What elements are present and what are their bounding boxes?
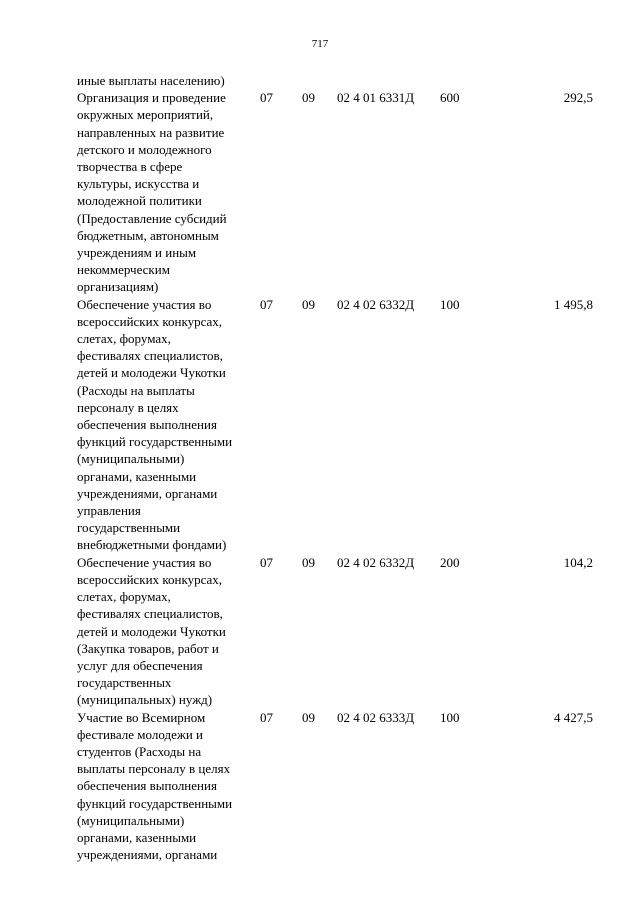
description-line: учреждениями, органами bbox=[77, 847, 218, 863]
description-line: молодежной политики bbox=[77, 193, 202, 209]
description-line: выплаты персоналу в целях bbox=[77, 761, 231, 777]
description-line: внебюджетными фондами) bbox=[77, 537, 227, 553]
description-line: слетах, форумах, bbox=[77, 589, 171, 605]
budget-table bbox=[0, 72, 640, 863]
description-line: детей и молодежи Чукотки bbox=[77, 623, 226, 639]
description-line: (муниципальными) bbox=[77, 812, 185, 828]
description-line: органами, казенными bbox=[77, 829, 197, 845]
amount: 4 427,5 bbox=[554, 709, 593, 725]
table-row bbox=[0, 89, 640, 295]
expense-type-code: 100 bbox=[440, 709, 460, 725]
expense-type-code: 600 bbox=[440, 90, 460, 106]
description-line: органами, казенными bbox=[77, 468, 197, 484]
description-line: услуг для обеспечения bbox=[77, 657, 203, 673]
description-line: иные выплаты населению) bbox=[77, 73, 225, 88]
description-line: фестивале молодежи и bbox=[77, 726, 203, 742]
target-article-code: 02 4 02 6332Д bbox=[337, 296, 415, 312]
description-line: всероссийских конкурсах, bbox=[77, 313, 223, 329]
description-line: Участие во Всемирном bbox=[77, 709, 206, 725]
description-line: обеспечения выполнения bbox=[77, 778, 217, 794]
table-row bbox=[0, 554, 640, 709]
description-line: обеспечения выполнения bbox=[77, 417, 217, 433]
description-line: управления bbox=[77, 503, 141, 519]
description-line: учреждениям и иным bbox=[77, 245, 197, 261]
description-line: всероссийских конкурсах, bbox=[77, 571, 223, 587]
description-line: Организация и проведение bbox=[77, 90, 226, 106]
description-line: Обеспечение участия во bbox=[77, 296, 212, 312]
description-line: государственными bbox=[77, 520, 181, 536]
expense-type-code: 200 bbox=[440, 554, 460, 570]
description-line: организациям) bbox=[77, 279, 159, 295]
description-line: студентов (Расходы на bbox=[77, 743, 202, 759]
description-line: некоммерческим bbox=[77, 262, 170, 278]
description-line: персоналу в целях bbox=[77, 399, 179, 415]
description-line: государственных bbox=[77, 675, 172, 691]
description-line: функций государственными bbox=[77, 434, 233, 450]
description-line: (Закупка товаров, работ и bbox=[77, 640, 219, 656]
target-article-code: 02 4 01 6331Д bbox=[337, 90, 415, 106]
description-line: детского и молодежного bbox=[77, 141, 212, 157]
section-code: 07 bbox=[260, 90, 273, 106]
description-line: функций государственными bbox=[77, 795, 233, 811]
description-line: Обеспечение участия во bbox=[77, 554, 212, 570]
section-code: 07 bbox=[260, 554, 273, 570]
row-description bbox=[77, 89, 267, 295]
description-line: учреждениями, органами bbox=[77, 485, 218, 501]
expense-type-code: 100 bbox=[440, 296, 460, 312]
table-row bbox=[0, 296, 640, 554]
description-line: (Предоставление субсидий bbox=[77, 210, 227, 226]
row-description bbox=[77, 709, 267, 864]
target-article-code: 02 4 02 6333Д bbox=[337, 709, 415, 725]
description-line: (муниципальных) нужд) bbox=[77, 692, 213, 708]
subsection-code: 09 bbox=[302, 554, 315, 570]
description-line: окружных мероприятий, bbox=[77, 107, 214, 123]
section-code: 07 bbox=[260, 709, 273, 725]
subsection-code: 09 bbox=[302, 709, 315, 725]
description-line: (муниципальными) bbox=[77, 451, 185, 467]
target-article-code: 02 4 02 6332Д bbox=[337, 554, 415, 570]
row-description bbox=[77, 296, 267, 554]
table-row bbox=[0, 72, 640, 89]
description-line: детей и молодежи Чукотки bbox=[77, 365, 226, 381]
description-line: слетах, форумах, bbox=[77, 331, 171, 347]
description-line: фестивалях специалистов, bbox=[77, 348, 223, 364]
row-description bbox=[77, 554, 267, 709]
description-line: (Расходы на выплаты bbox=[77, 382, 195, 398]
description-line: бюджетным, автономным bbox=[77, 227, 219, 243]
amount: 104,2 bbox=[563, 554, 593, 570]
subsection-code: 09 bbox=[302, 90, 315, 106]
row-description bbox=[77, 72, 267, 89]
page-number: 717 bbox=[311, 38, 329, 50]
description-line: культуры, искусства и bbox=[77, 176, 200, 192]
description-line: фестивалях специалистов, bbox=[77, 606, 223, 622]
amount: 292,5 bbox=[563, 90, 593, 106]
description-line: творчества в сфере bbox=[77, 159, 183, 175]
section-code: 07 bbox=[260, 296, 273, 312]
table-row bbox=[0, 709, 640, 864]
description-line: направленных на развитие bbox=[77, 124, 225, 140]
subsection-code: 09 bbox=[302, 296, 315, 312]
amount: 1 495,8 bbox=[554, 296, 593, 312]
